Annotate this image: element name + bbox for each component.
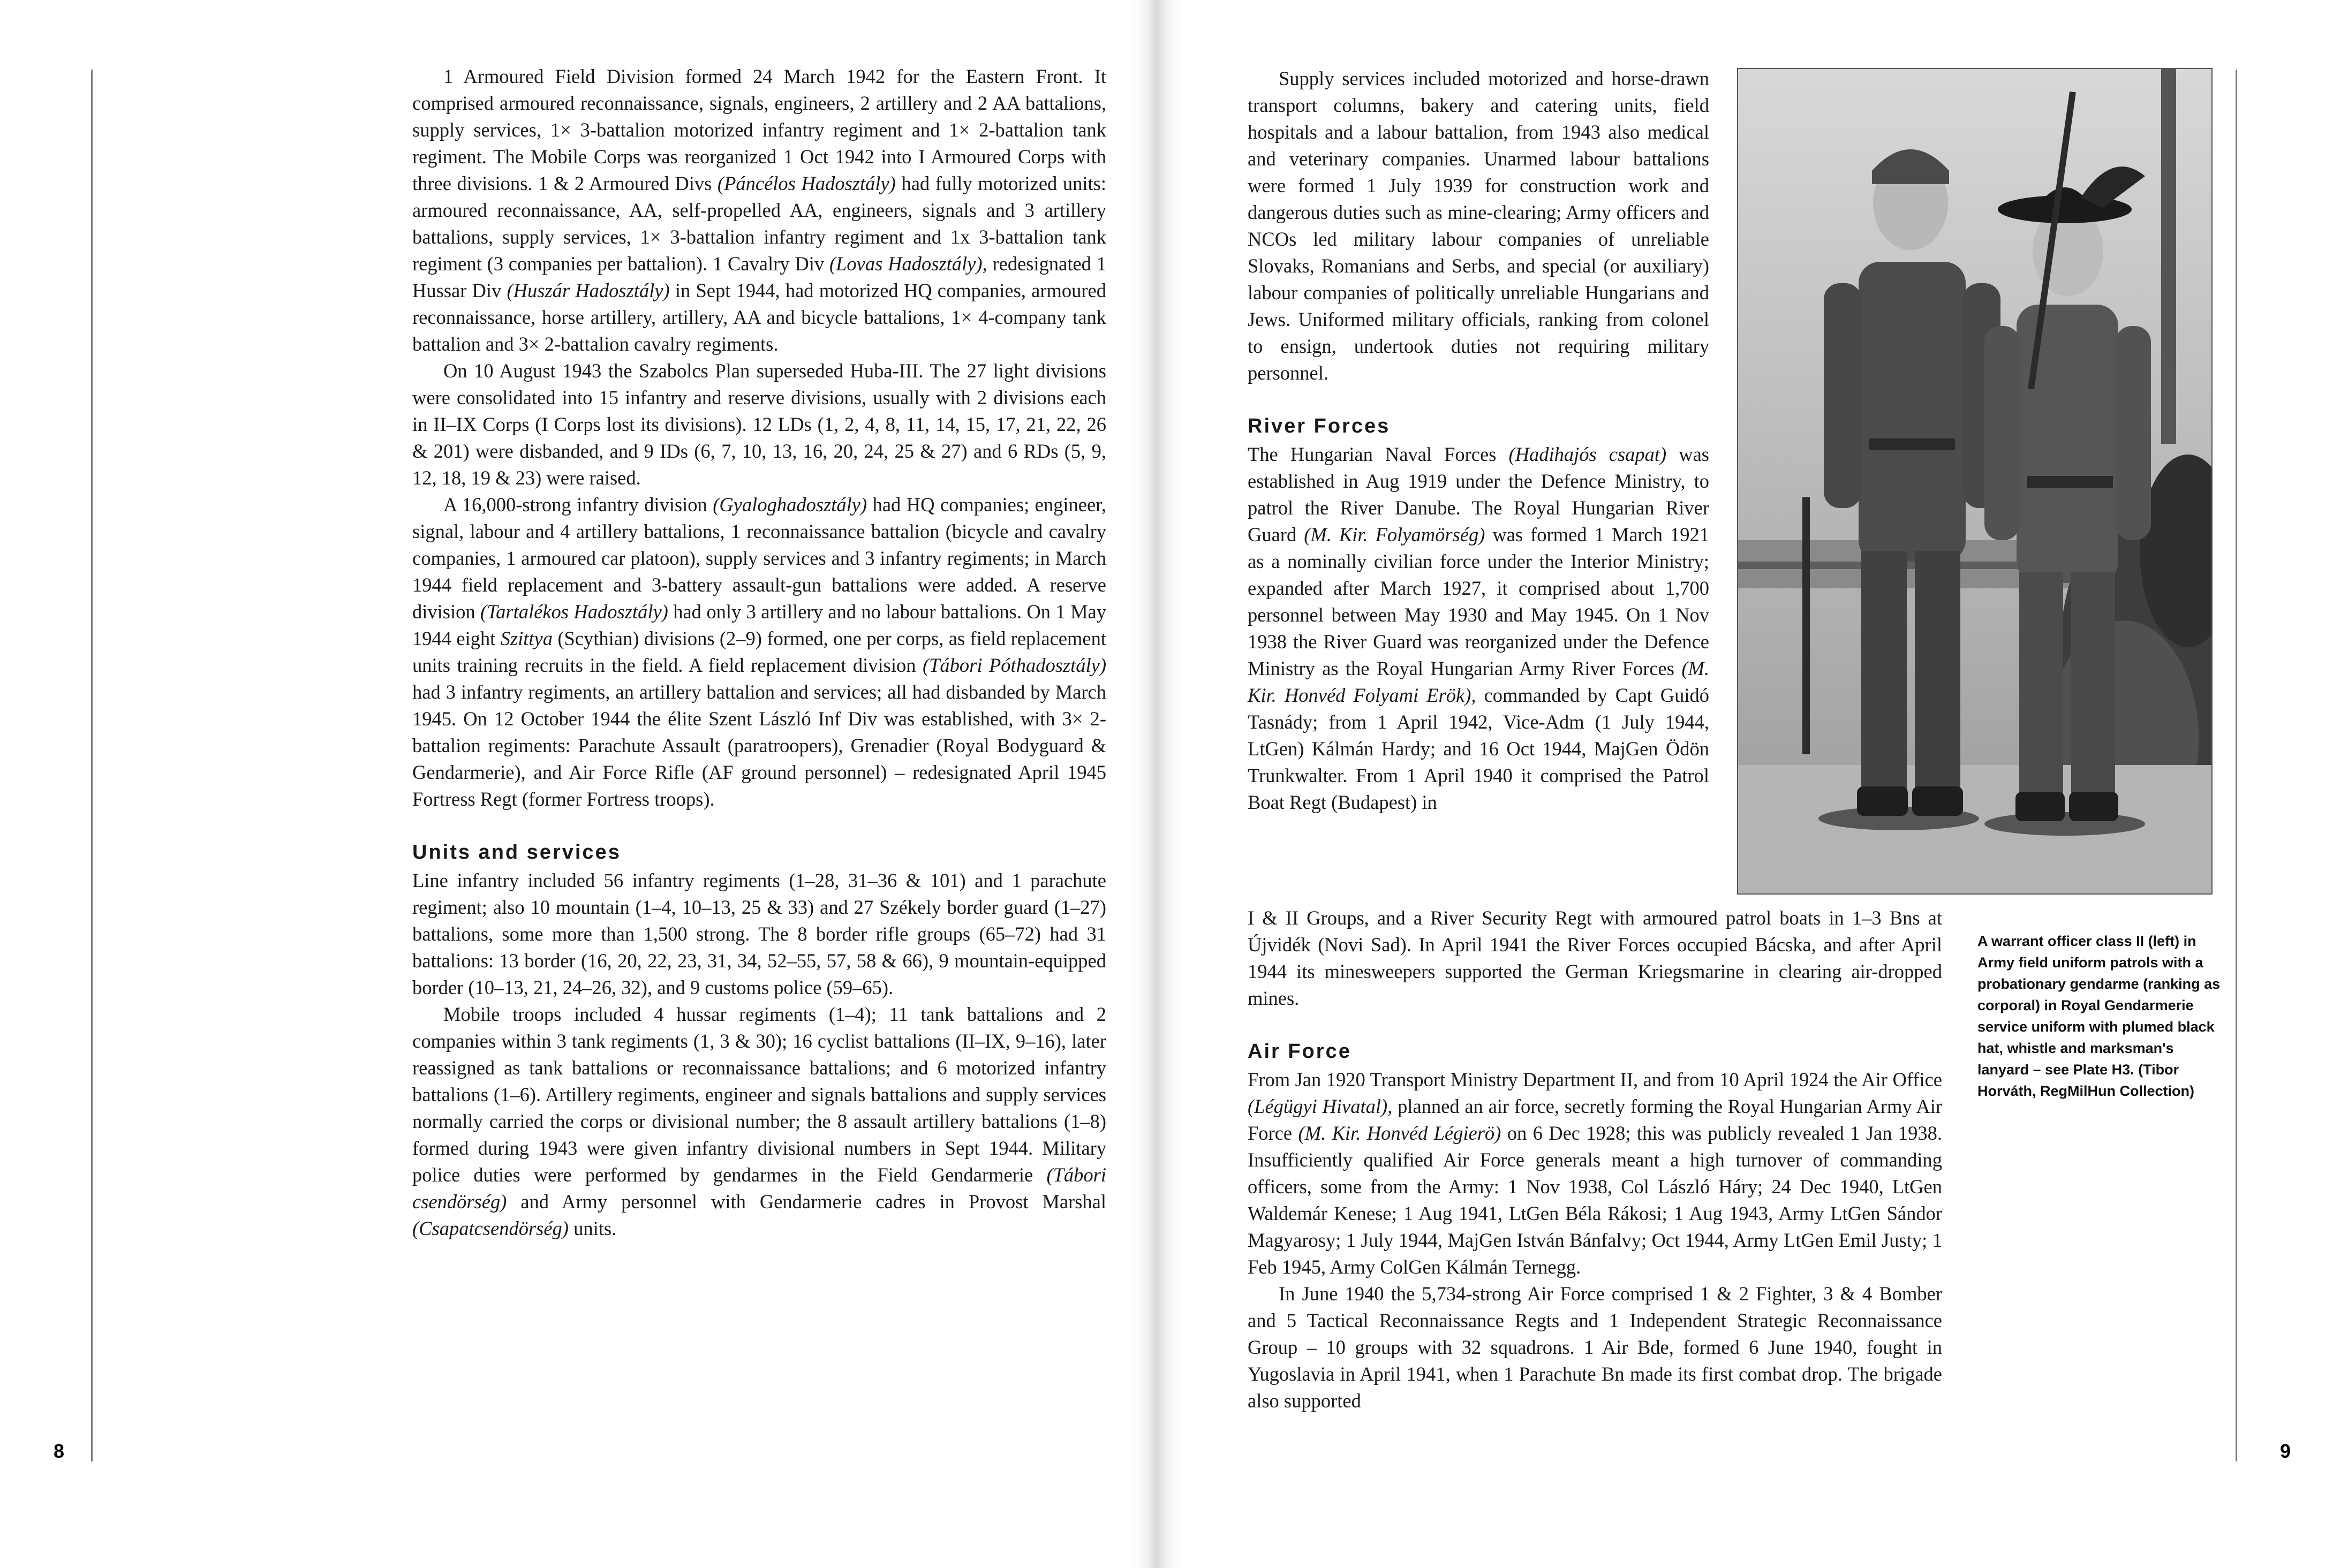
book-gutter <box>1132 0 1181 1568</box>
paragraph: From Jan 1920 Transport Ministry Department II, and from 10 April 1924 the Air Office (Légügyi Hivatal), planned an air force, secretly forming the Royal Hungarian Army Air Force (M. Kir. Honvéd Légierö) on 6 Dec 1928; this was publicly revealed 1 Jan 1938. Insufficiently qualified Air Force generals meant a high turnover of commanding officers, some from the Army: 1 Nov 1938, Col László Háry; 24 Dec 1940, LtGen Waldemár Kenese; 1 Aug 1941, LtGen Béla Rákosi; 1 Aug 1943, Army LtGen Sándor Magyarosy; 1 July 1944, MajGen István Bánfalvy; Oct 1944, Army LtGen Emil Justy; 1 Feb 1945, Army ColGen Kálmán Ternegg. <box>1248 1069 1942 1278</box>
paragraph: Supply services included motorized and horse-drawn transport columns, bakery and catering units, field hospitals and a labour battalion, from 1943 also medical and veterinary companies. Unarmed labour battalions were formed 1 July 1939 for construction work and dangerous duties such as mine-clearing; Army officers and NCOs led military labour companies of unreliable Slovaks, Romanians and Serbs, and special (or auxiliary) labour companies of politically unreliable Hungarians and Jews. Uniformed military officials, ranking from colonel to ensign, undertook duties not requiring military personnel. <box>1248 67 1709 384</box>
paragraph: 1 Armoured Field Division formed 24 March 1942 for the Eastern Front. It comprised armoured reconnaissance, signals, engineers, 2 artillery and 2 AA battalions, supply services, 1× 3-battalion motorized infantry regiment and 1× 2-battalion tank regiment. The Mobile Corps was reorganized 1 Oct 1942 into I Armoured Corps with three divisions. 1 & 2 Armoured Divs (Páncélos Hadosztály) had fully motorized units: armoured reconnaissance, AA, self-propelled AA, engineers, signals and 3 artillery battalions, supply services, 1× 3-battalion infantry regiment and 1x 3-battalion tank regiment (3 companies per battalion). 1 Cavalry Div (Lovas Hadosztály), redesignated 1 Hussar Div (Huszár Hadosztály) in Sept 1944, had motorized HQ companies, armoured reconnaissance, horse artillery, artillery, AA and bicycle battalions, 1× 4-company tank battalion and 3× 2-battalion cavalry regiments. <box>412 65 1106 355</box>
paragraph: A 16,000-strong infantry division (Gyaloghadosztály) had HQ companies; engineer, signal, labour and 4 artillery battalions, 1 reconnaissance battalion (bicycle and cavalry companies, 1 armoured car platoon), supply services and 3 infantry regiments; in March 1944 field replacement and 3-battery assault-gun battalions were added. A reserve division (Tartalékos Hadosztály) had only 3 artillery and no labour battalions. On 1 May 1944 eight Szittya (Scythian) divisions (2–9) formed, one per corps, as field replacement units training recruits in the field. A field replacement division (Tábori Póthadosztály) had 3 infantry regiments, an artillery battalion and services; all had disbanded by March 1945. On 12 October 1944 the élite Szent László Inf Div was established, with 3× 2-battalion regiments: Parachute Assault (paratroopers), Grenadier (Royal Bodyguard & Gendarmerie), and Air Force Rifle (AF ground personnel) – redesignated April 1945 Fortress Regt (former Fortress troops). <box>412 494 1106 810</box>
photo-illustration <box>1738 69 2211 893</box>
section-heading-air-force: Air Force <box>1248 1040 1352 1063</box>
paragraph: Mobile troops included 4 hussar regiments (1–4); 11 tank battalions and 2 companies within 3 tank regiments (1, 3 & 30); 16 cyclist battalions (II–IX, 9–16), later reassigned as tank battalions or reconnaissance battalions; and 6 motorized infantry battalions (1–6). Artillery regiments, engineer and signals battalions and supply services normally carried the corps or divisional number; the 8 assault artillery battalions (1–8) formed during 1943 were given infantry divisional numbers in Sept 1944. Military police duties were performed by gendarmes in the Field Gendarmerie (Tábori csendörség) and Army personnel with Gendarmerie cadres in Provost Marshal (Csapatcsendörség) units. <box>412 1003 1106 1239</box>
paragraph: Line infantry included 56 infantry regiments (1–28, 31–36 & 101) and 1 parachute regiment; also 10 mountain (1–4, 10–13, 25 & 33) and 27 Székely border guard (1–27) battalions, some more than 1,500 strong. The 8 border rifle groups (65–72) had 31 battalions: 13 border (16, 20, 22, 23, 31, 34, 52–55, 57, 58 & 66), 9 mountain-equipped border (10–13, 21, 24–26, 32), and 9 customs police (59–65). <box>412 869 1106 998</box>
right-page-text-top <box>1248 65 1709 816</box>
paragraph: I & II Groups, and a River Security Regt with armoured patrol boats in 1–3 Bns at Újvidék (Novi Sad). In April 1941 the River Forces occupied Bácska, and after April 1944 its minesweepers supported the German Kriegsmarine in clearing air-dropped mines. <box>1248 907 1942 1009</box>
paragraph: On 10 August 1943 the Szabolcs Plan superseded Huba-III. The 27 light divisions were consolidated into 15 infantry and reserve divisions, usually with 2 divisions each in II–IX Corps (I Corps lost its divisions). 12 LDs (1, 2, 4, 8, 11, 14, 15, 17, 21, 22, 26 & 201) were disbanded, and 9 IDs (6, 7, 10, 13, 16, 20, 24, 25 & 27) and 6 RDs (5, 9, 12, 18, 19 & 23) were raised. <box>412 360 1106 489</box>
right-page-number: 9 <box>2280 1440 2291 1462</box>
left-page-text <box>412 63 1106 1242</box>
left-page-number: 8 <box>54 1440 65 1462</box>
paragraph: The Hungarian Naval Forces (Hadihajós csapat) was established in Aug 1919 under the Defence Ministry, to patrol the River Danube. The Royal Hungarian River Guard (M. Kir. Folyamörség) was formed 1 March 1921 as a nominally civilian force under the Interior Ministry; expanded after March 1927, it comprised about 1,700 personnel between May 1930 and May 1945. On 1 Nov 1938 the River Guard was reorganized under the Defence Ministry as the Royal Hungarian Army River Forces (M. Kir. Honvéd Folyami Erök), commanded by Capt Guidó Tasnády; from 1 April 1942, Vice-Adm (1 July 1944, LtGen) Kálmán Hardy; and 16 Oct 1944, MajGen Ödön Trunkwalter. From 1 April 1940 it comprised the Patrol Boat Regt (Budapest) in <box>1248 443 1710 813</box>
historical-photo <box>1737 68 2213 895</box>
left-page-edge <box>91 70 93 1461</box>
section-heading-river-forces: River Forces <box>1248 415 1391 437</box>
right-page-text-bottom <box>1248 905 1942 1414</box>
paragraph: In June 1940 the 5,734-strong Air Force comprised 1 & 2 Fighter, 3 & 4 Bomber and 5 Tactical Reconnaissance Regts and 1 Independent Strategic Reconnaissance Group – 10 groups with 32 squadrons. 1 Air Bde, formed 6 June 1940, fought in Yugoslavia in April 1941, when 1 Parachute Bn made its first combat drop. The brigade also supported <box>1248 1283 1942 1412</box>
section-heading-units: Units and services <box>412 841 621 863</box>
right-page-edge <box>2236 70 2237 1461</box>
photo-caption: A warrant officer class II (left) in Army field uniform patrols with a probationary gendarme (ranking as corporal) in Royal Gendarmerie service uniform with plumed black hat, whistle and marksman's lanyard – see Plate H3. (Tibor Horváth, RegMilHun Collection) <box>1977 933 2221 1099</box>
